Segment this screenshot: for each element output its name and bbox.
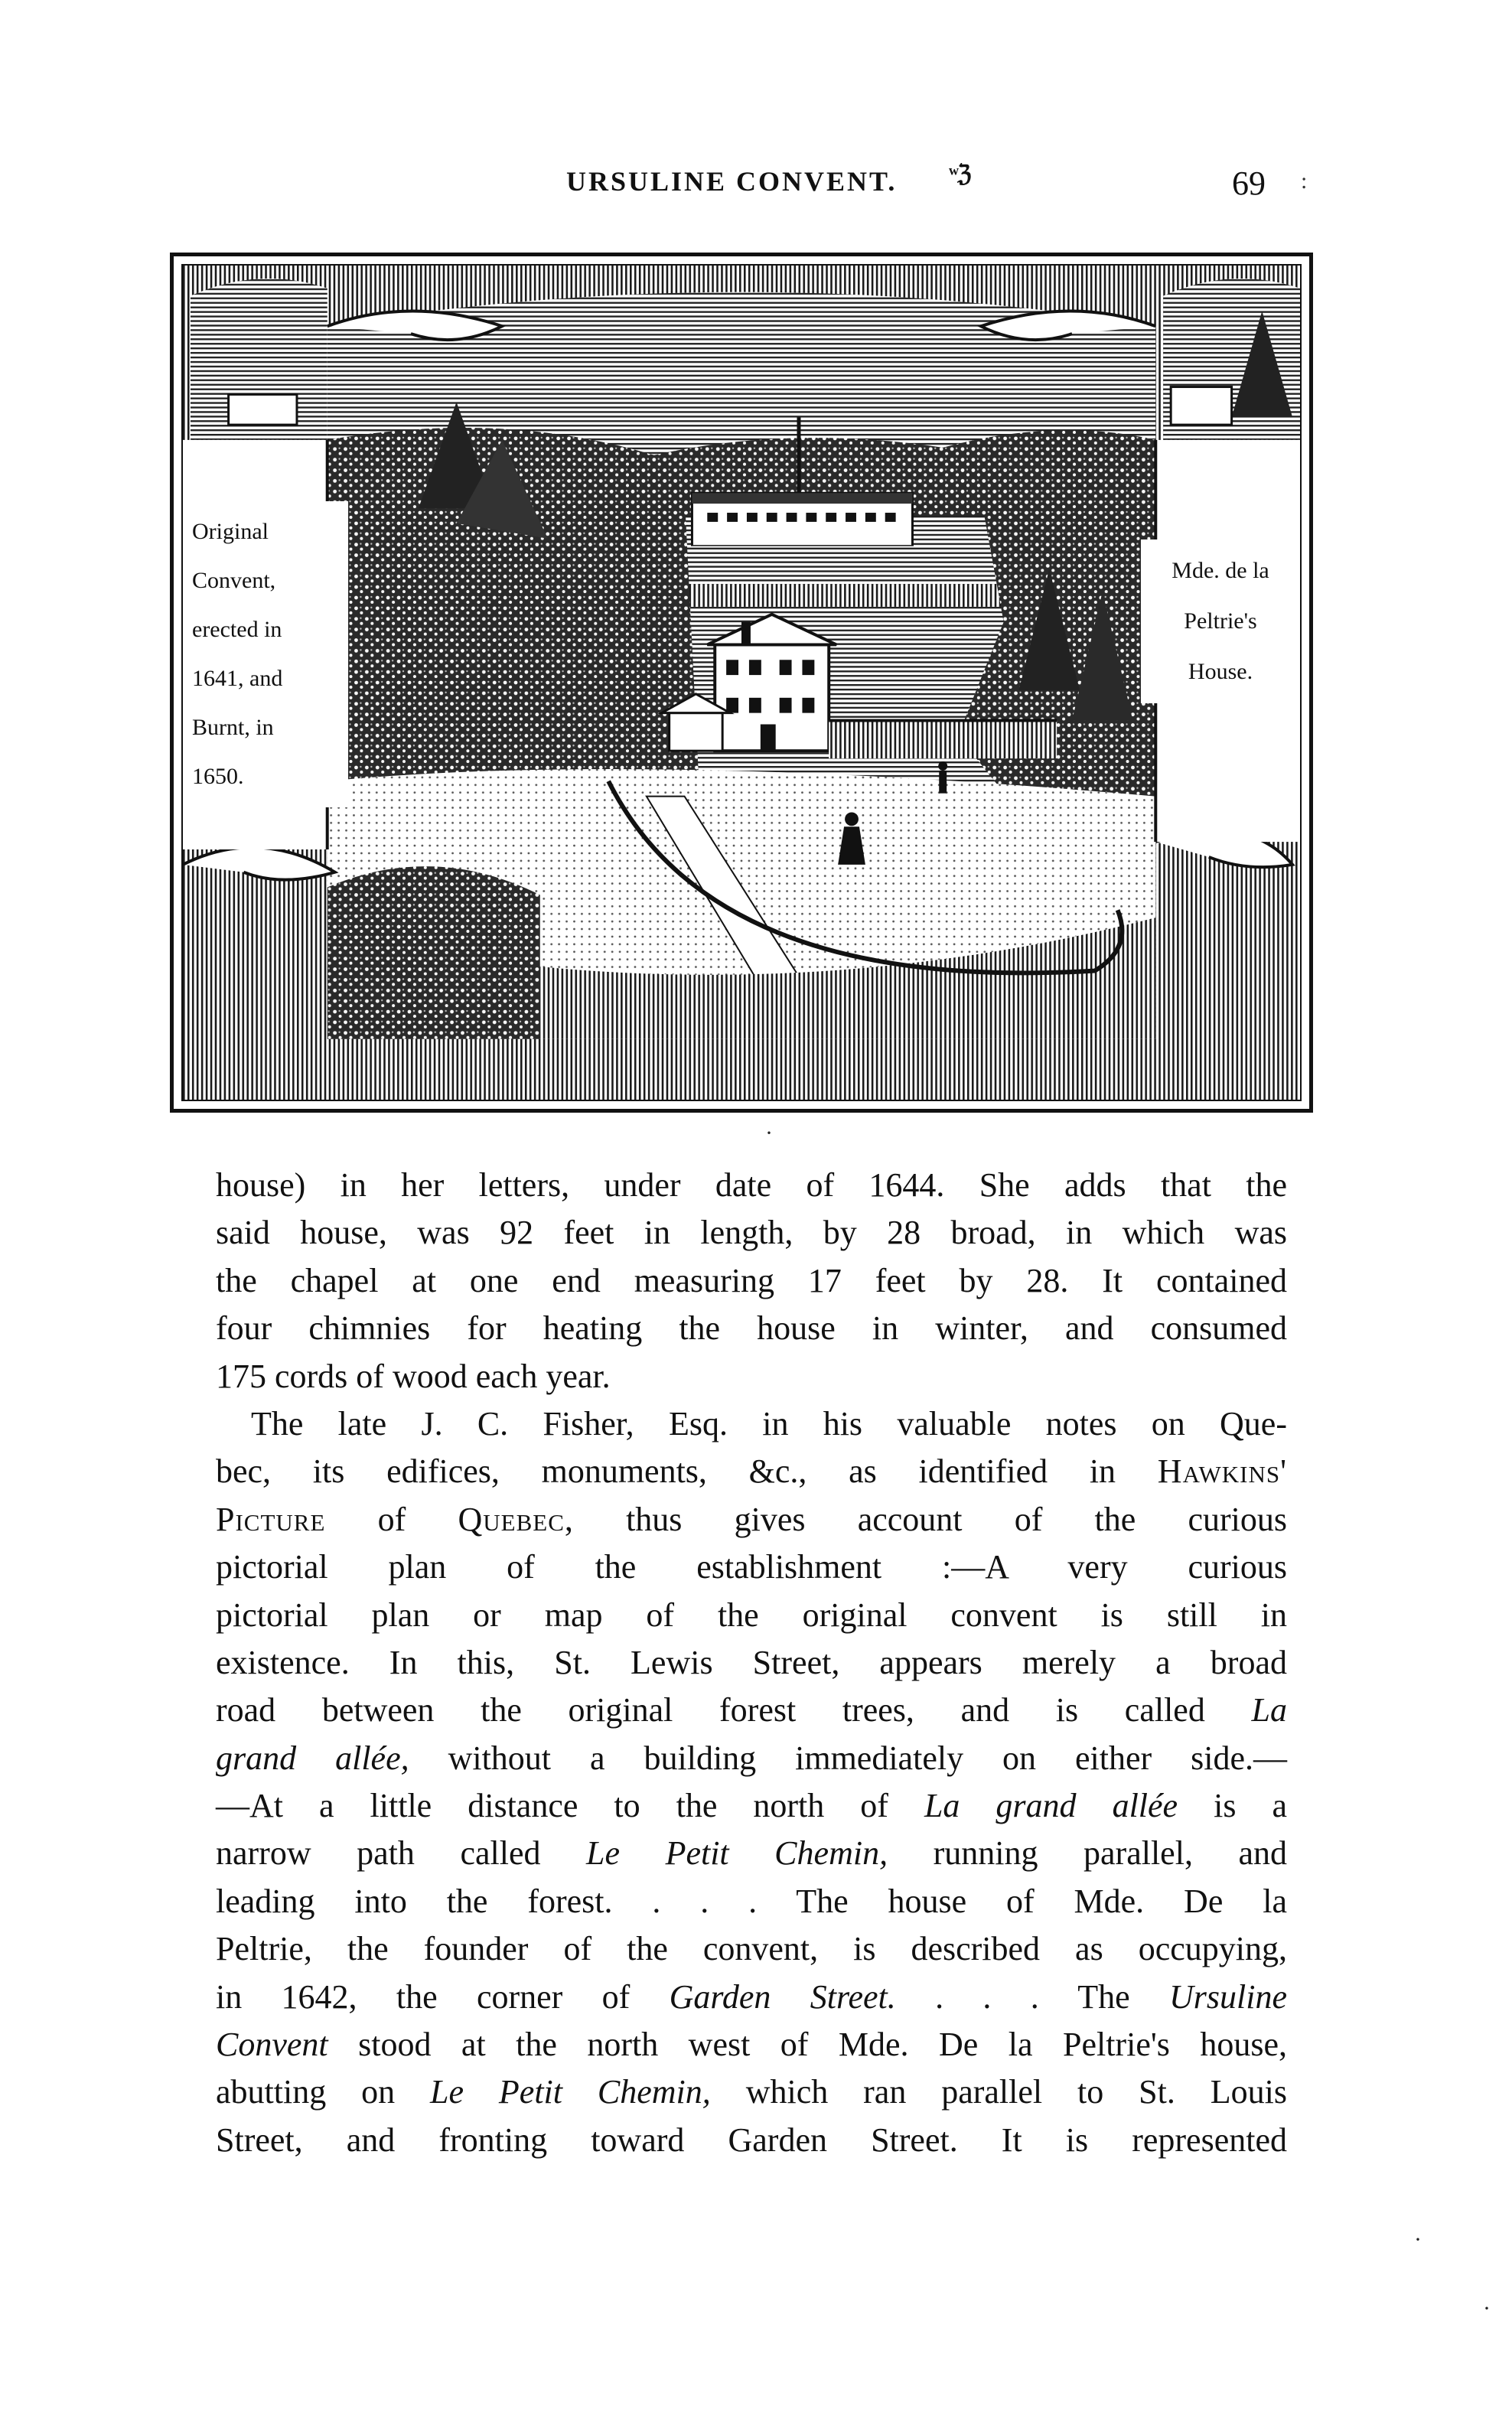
convent-engraving (170, 253, 1313, 1113)
text-line (216, 1448, 1287, 1495)
hawkins-name: Hawkins' (1157, 1452, 1288, 1491)
text-line (216, 1687, 1287, 1734)
italic-segment: Convent (216, 2026, 328, 2064)
printer-mark: ʷℨ (949, 161, 970, 187)
stray-mark: · (1414, 2227, 1422, 2252)
text-segment: —At a little distance to the north of (216, 1787, 888, 1825)
text-line: pictorial plan or map of the original convent is still in (216, 1596, 1287, 1634)
text-line: house) in her letters, under date of 1644. She adds that the (216, 1166, 1287, 1204)
text-line: the chapel at one end measuring 17 feet by 28. It contained (216, 1261, 1287, 1299)
engraving-frame (181, 264, 1302, 1101)
text-line: Street, and fronting toward Garden Street. It is represented (216, 2121, 1287, 2159)
text-line: 175 cords of wood each year. (216, 1357, 611, 1395)
caption-left-line: Original (192, 519, 269, 544)
text-segment: in 1642, the corner of (216, 1977, 631, 2016)
caption-right-line: Peltrie's (1184, 608, 1257, 634)
text-segment: abutting on (216, 2073, 396, 2111)
caption-left-line: Burnt, in (192, 715, 274, 740)
caption-left-line: Convent, (192, 568, 276, 593)
text-line: four chimnies for heating the house in winter, and consumed (216, 1309, 1287, 1348)
italic-segment: La grand allée (924, 1787, 1178, 1825)
text-line (216, 1830, 1287, 1877)
text-segment: narrow path called (216, 1834, 541, 1873)
caption-left-line: 1650. (192, 764, 244, 789)
text-segment: which ran parallel to St. Louis (745, 2073, 1287, 2111)
text-line (216, 1974, 1287, 2021)
stray-mark: · (765, 1120, 773, 1146)
italic-segment: grand allée, (216, 1739, 409, 1777)
caption-right-line: Mde. de la (1171, 558, 1269, 583)
text-line (216, 1735, 1287, 1782)
text-segment: is a (1214, 1787, 1287, 1825)
stray-mark: · (1483, 2296, 1491, 2321)
text-line: existence. In this, St. Lewis Street, appears merely a broad (216, 1643, 1287, 1681)
italic-segment: Le Petit Chemin, (586, 1834, 888, 1873)
caption-peltrie-house (1141, 539, 1300, 703)
text-line (216, 1782, 1287, 1830)
caption-left-line: 1641, and (192, 666, 283, 691)
text-line (216, 2068, 1287, 2116)
italic-segment: La (1251, 1691, 1287, 1729)
page-number: 69 (1232, 165, 1266, 202)
picture-word: Picture (216, 1500, 326, 1538)
italic-segment: Le Petit Chemin, (430, 2073, 711, 2111)
text-segment: stood at the north west of Mde. De la Peltrie's house, (358, 2026, 1288, 2064)
text-segment: without a building immediately on either side.— (448, 1739, 1288, 1777)
caption-original-convent (183, 501, 348, 807)
text-segment: thus gives account of the curious (626, 1500, 1288, 1538)
engraving-illustration (183, 266, 1300, 1100)
running-head (536, 161, 1308, 207)
text-line: Peltrie, the founder of the convent, is described as occupying, (216, 1930, 1287, 1968)
text-line: The late J. C. Fisher, Esq. in his valuable notes on Que- (251, 1404, 1287, 1442)
text-line: said house, was 92 feet in length, by 28 broad, in which was (216, 1214, 1287, 1252)
body-text (216, 1162, 1287, 2164)
text-line (216, 1496, 1287, 1544)
caption-left-line: erected in (192, 617, 282, 642)
italic-segment: Ursuline (1169, 1977, 1287, 2016)
text-segment: bec, its edifices, monuments, &c., as identified in (216, 1452, 1116, 1491)
caption-right-line: House. (1188, 659, 1253, 684)
text-segment: road between the original forest trees, and is called (216, 1691, 1205, 1729)
edge-mark: : (1301, 168, 1308, 194)
running-title: URSULINE CONVENT. (566, 166, 898, 197)
text-segment: of (377, 1500, 406, 1538)
text-segment: . . . The (935, 1977, 1130, 2016)
text-line (216, 2021, 1287, 2068)
text-line: pictorial plan of the establishment :—A very curious (216, 1548, 1287, 1586)
text-line: leading into the forest. . . . The house of Mde. De la (216, 1882, 1287, 1920)
italic-segment: Garden Street. (669, 1977, 896, 2016)
text-segment: running parallel, and (933, 1834, 1288, 1873)
quebec-word: Quebec, (458, 1500, 574, 1538)
